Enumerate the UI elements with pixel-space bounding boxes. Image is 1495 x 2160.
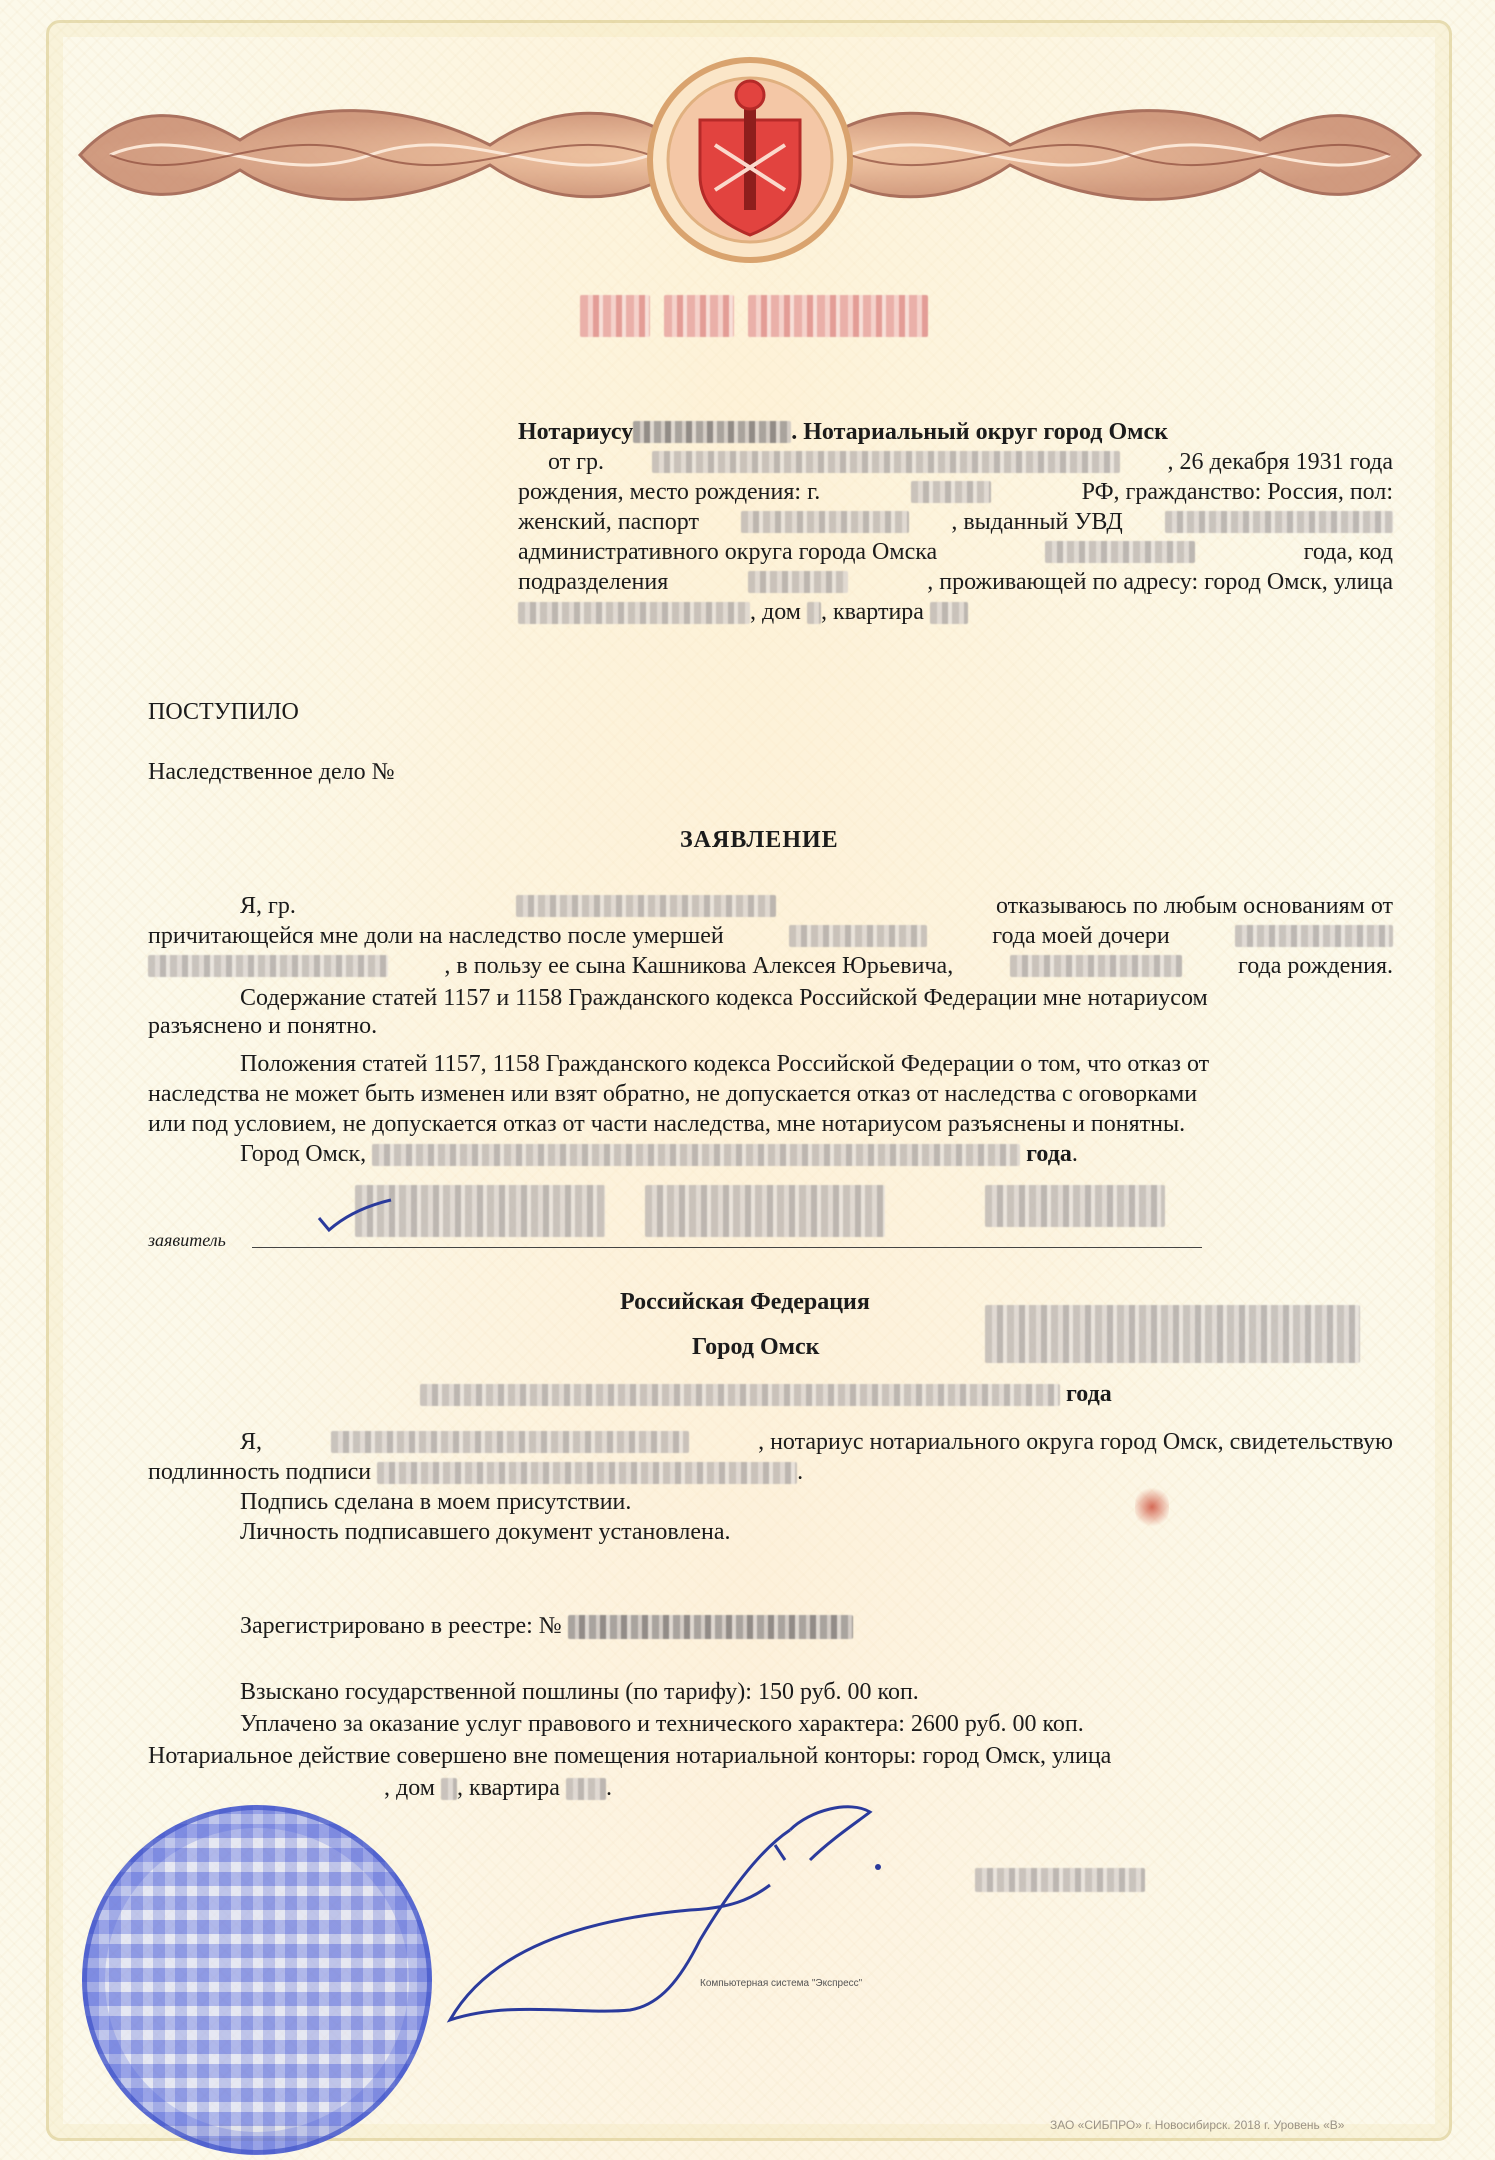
received-label: ПОСТУПИЛО	[148, 699, 299, 725]
statement-refusal: отказываюсь по любым основаниям от	[995, 893, 1393, 919]
addressee-district: . Нотариальный округ город Омск	[791, 419, 1168, 445]
statement-line-2	[148, 922, 1393, 950]
redacted-heir-birthdate	[1010, 955, 1182, 977]
statement-line-4	[240, 984, 1393, 1012]
place-of-action: Нотариальное действие совершено вне помещения нотариальной конторы: город Омск, улица	[148, 1743, 1112, 1769]
statement-line-6: Положения статей 1157, 1158 Гражданского кодекса Российской Федерации о том, что отказ от	[240, 1051, 1210, 1077]
document-title: ЗАЯВЛЕНИЕ	[680, 827, 839, 853]
registry-label: Зарегистрировано в реестре: №	[240, 1613, 562, 1639]
applicant-line-1	[548, 448, 1393, 476]
notary-seal	[82, 1805, 432, 2155]
redacted-house	[807, 602, 821, 624]
redacted-applicant-name-2	[516, 895, 776, 917]
division-label: подразделения	[518, 569, 669, 595]
okrug-end: года, код	[1303, 539, 1393, 565]
applicant-signature-line	[252, 1247, 1202, 1248]
okrug: административного округа города Омска	[518, 539, 938, 565]
redacted-passport	[741, 511, 909, 533]
redacted-birth-place	[911, 481, 991, 503]
notary-signature	[430, 1790, 990, 2040]
statement-line-3	[148, 952, 1393, 980]
applicant-label: заявитель	[148, 1230, 226, 1250]
cert-date-line	[420, 1380, 1112, 1408]
statement-heir-birth: года рождения.	[1238, 953, 1393, 979]
statement-i: Я, гр.	[240, 893, 296, 919]
statement-share: причитающейся мне доли на наследство после умершей	[148, 923, 724, 949]
place-city: Город Омск,	[240, 1141, 367, 1167]
stamp-caption: Компьютерная система "Экспресс"	[700, 1978, 863, 1989]
registry-line	[240, 1612, 853, 1640]
birth-date: , 26 декабря 1931 года	[1167, 449, 1393, 475]
statement-line-8: или под условием, не допускается отказ от части наследства, мне нотариусом разъяснены и понятны.	[148, 1111, 1186, 1137]
redacted-registry-number	[568, 1615, 853, 1639]
applicant-line-2	[518, 478, 1393, 506]
case-label: Наследственное дело №	[148, 759, 395, 785]
fee-line-1: Взыскано государственной пошлины (по тарифу): 150 руб. 00 коп.	[240, 1679, 919, 1705]
redacted-applicant-name	[652, 451, 1120, 473]
redacted-notary-name-2	[331, 1431, 689, 1453]
articles-explained: Содержание статей 1157 и 1158 Гражданского кодекса Российской Федерации мне нотариусом	[240, 985, 1208, 1011]
redacted-daughter-name-2	[148, 955, 388, 977]
statement-line-7: наследства не может быть изменен или взят обратно, не допускается отказ от наследства с оговорками	[148, 1081, 1198, 1107]
addressee-line	[518, 418, 1298, 446]
redacted-notary-signature-name	[985, 1305, 1360, 1363]
statement-line-9: Город Омск, года.	[240, 1141, 1078, 1167]
addressee-prefix: Нотариусу	[518, 419, 634, 445]
statement-line-1	[240, 892, 1393, 920]
redacted-statement-date	[372, 1144, 1020, 1166]
place-apartment-label: , квартира	[456, 1775, 560, 1801]
cert-notary-statement: , нотариус нотариального округа город Омск, свидетельствую	[758, 1429, 1393, 1455]
birth-place-label: рождения, место рождения: г.	[518, 479, 821, 505]
place-line-1	[148, 1742, 1300, 1770]
redacted-issue-date	[1045, 541, 1195, 563]
redacted-signer-name	[377, 1462, 797, 1484]
address-label: , проживающей по адресу: город Омск, улица	[927, 569, 1393, 595]
cert-city: Город Омск	[692, 1334, 820, 1360]
cert-line-4: Личность подписавшего документ установлена.	[240, 1519, 731, 1545]
apartment-label: , квартира	[820, 599, 924, 625]
redacted-cert-date	[420, 1384, 1060, 1406]
checkmark-icon	[315, 1196, 395, 1236]
place-date-suffix: года	[1026, 1141, 1072, 1167]
ink-stain	[1135, 1485, 1169, 1529]
place-line-2: , дом , квартира .	[384, 1775, 612, 1801]
applicant-line-3	[518, 508, 1393, 536]
statement-line-5: разъяснено и понятно.	[148, 1013, 378, 1039]
statement-daughter: года моей дочери	[992, 923, 1170, 949]
redacted-death-date	[789, 925, 927, 947]
redacted-division-code	[748, 571, 848, 593]
from-prefix: от гр.	[548, 449, 605, 475]
redacted-street	[518, 602, 750, 624]
redacted-notary-name	[633, 421, 791, 443]
printer-footer: ЗАО «СИБПРО» г. Новосибирск. 2018 г. Уровень «В»	[1050, 2118, 1345, 2132]
applicant-line-4	[518, 538, 1393, 566]
redacted-notary-initials	[975, 1868, 1145, 1892]
passport-label: женский, паспорт	[518, 509, 699, 535]
applicant-line-6	[518, 598, 968, 626]
cert-line-3: Подпись сделана в моем присутствии.	[240, 1489, 632, 1515]
place-house-label: , дом	[384, 1775, 435, 1801]
form-serial-number	[580, 295, 928, 337]
house-label: , дом	[750, 599, 801, 625]
applicant-line-5	[518, 568, 1393, 596]
statement-heir: , в пользу ее сына Кашникова Алексея Юрьевича,	[444, 953, 954, 979]
redacted-daughter-name	[1235, 925, 1393, 947]
cert-date-suffix: года	[1066, 1381, 1112, 1407]
cert-country: Российская Федерация	[620, 1289, 870, 1315]
ornament-header	[70, 40, 1430, 280]
citizenship: РФ, гражданство: Россия, пол:	[1081, 479, 1393, 505]
cert-line-1	[240, 1428, 1393, 1456]
cert-i: Я,	[240, 1429, 263, 1455]
cert-authenticity: подлинность подписи	[148, 1459, 372, 1485]
redacted-apartment	[930, 602, 968, 624]
cert-line-2: подлинность подписи .	[148, 1459, 804, 1485]
redacted-applicant-signature	[355, 1185, 1165, 1237]
fee-line-2: Уплачено за оказание услуг правового и технического характера: 2600 руб. 00 коп.	[240, 1711, 1084, 1737]
redacted-issuer	[1165, 511, 1393, 533]
passport-issuer-label: , выданный УВД	[951, 509, 1123, 535]
